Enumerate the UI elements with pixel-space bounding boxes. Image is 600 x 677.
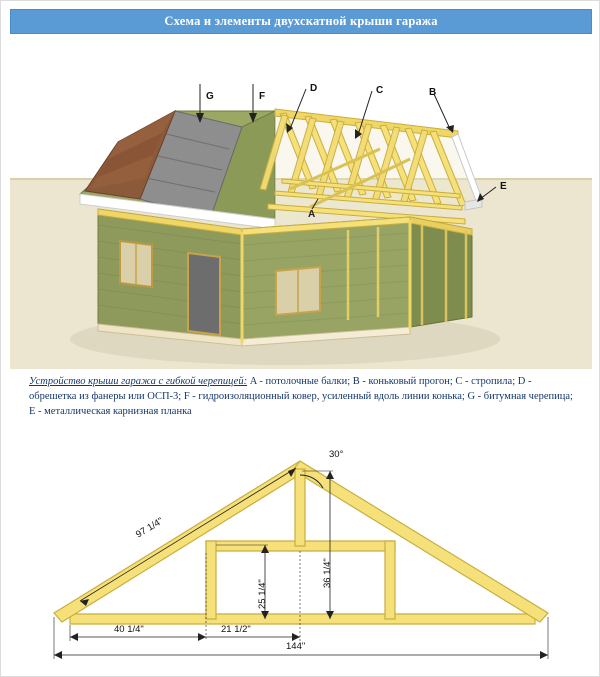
garage-3d-drawing — [10, 39, 592, 369]
callout-E: E — [500, 181, 507, 192]
callout-D: D — [310, 83, 318, 94]
page-title: Схема и элементы двухскатной крыши гаража — [164, 14, 438, 28]
dim-angle: 30° — [329, 449, 344, 460]
title-bar — [10, 9, 592, 34]
dim-center-span: 21 1/2" — [221, 624, 251, 635]
dim-ridge-height: 36 1/4" — [322, 558, 333, 588]
callout-F: F — [259, 91, 266, 102]
dim-total-span: 144" — [286, 641, 306, 652]
dim-left-span: 40 1/4" — [114, 624, 144, 635]
caption-lead: Устройство крыши гаража с гибкой черепицей: — [29, 376, 248, 387]
figure-caption — [29, 374, 575, 419]
callout-C: C — [376, 85, 384, 96]
garage-illustration — [10, 39, 592, 369]
dim-kingpost-height: 25 1/4" — [257, 579, 268, 609]
caption-rest: A - потолочные балки; B - коньковый прогон; C - стропила; D - обрешетка из фанеры или ОСП-3; F - гидроизоляционный ковер, усиленный вдоль линии конька; G - битумная черепица; E - металлическая карнизная планка — [29, 376, 573, 417]
dim-rafter-length: 97 1/4" — [134, 515, 166, 541]
callout-G: G — [206, 91, 214, 102]
callout-B: B — [429, 87, 437, 98]
truss-drawing — [10, 441, 592, 669]
truss-diagram — [10, 441, 592, 669]
svg-text:A: A — [308, 209, 316, 220]
